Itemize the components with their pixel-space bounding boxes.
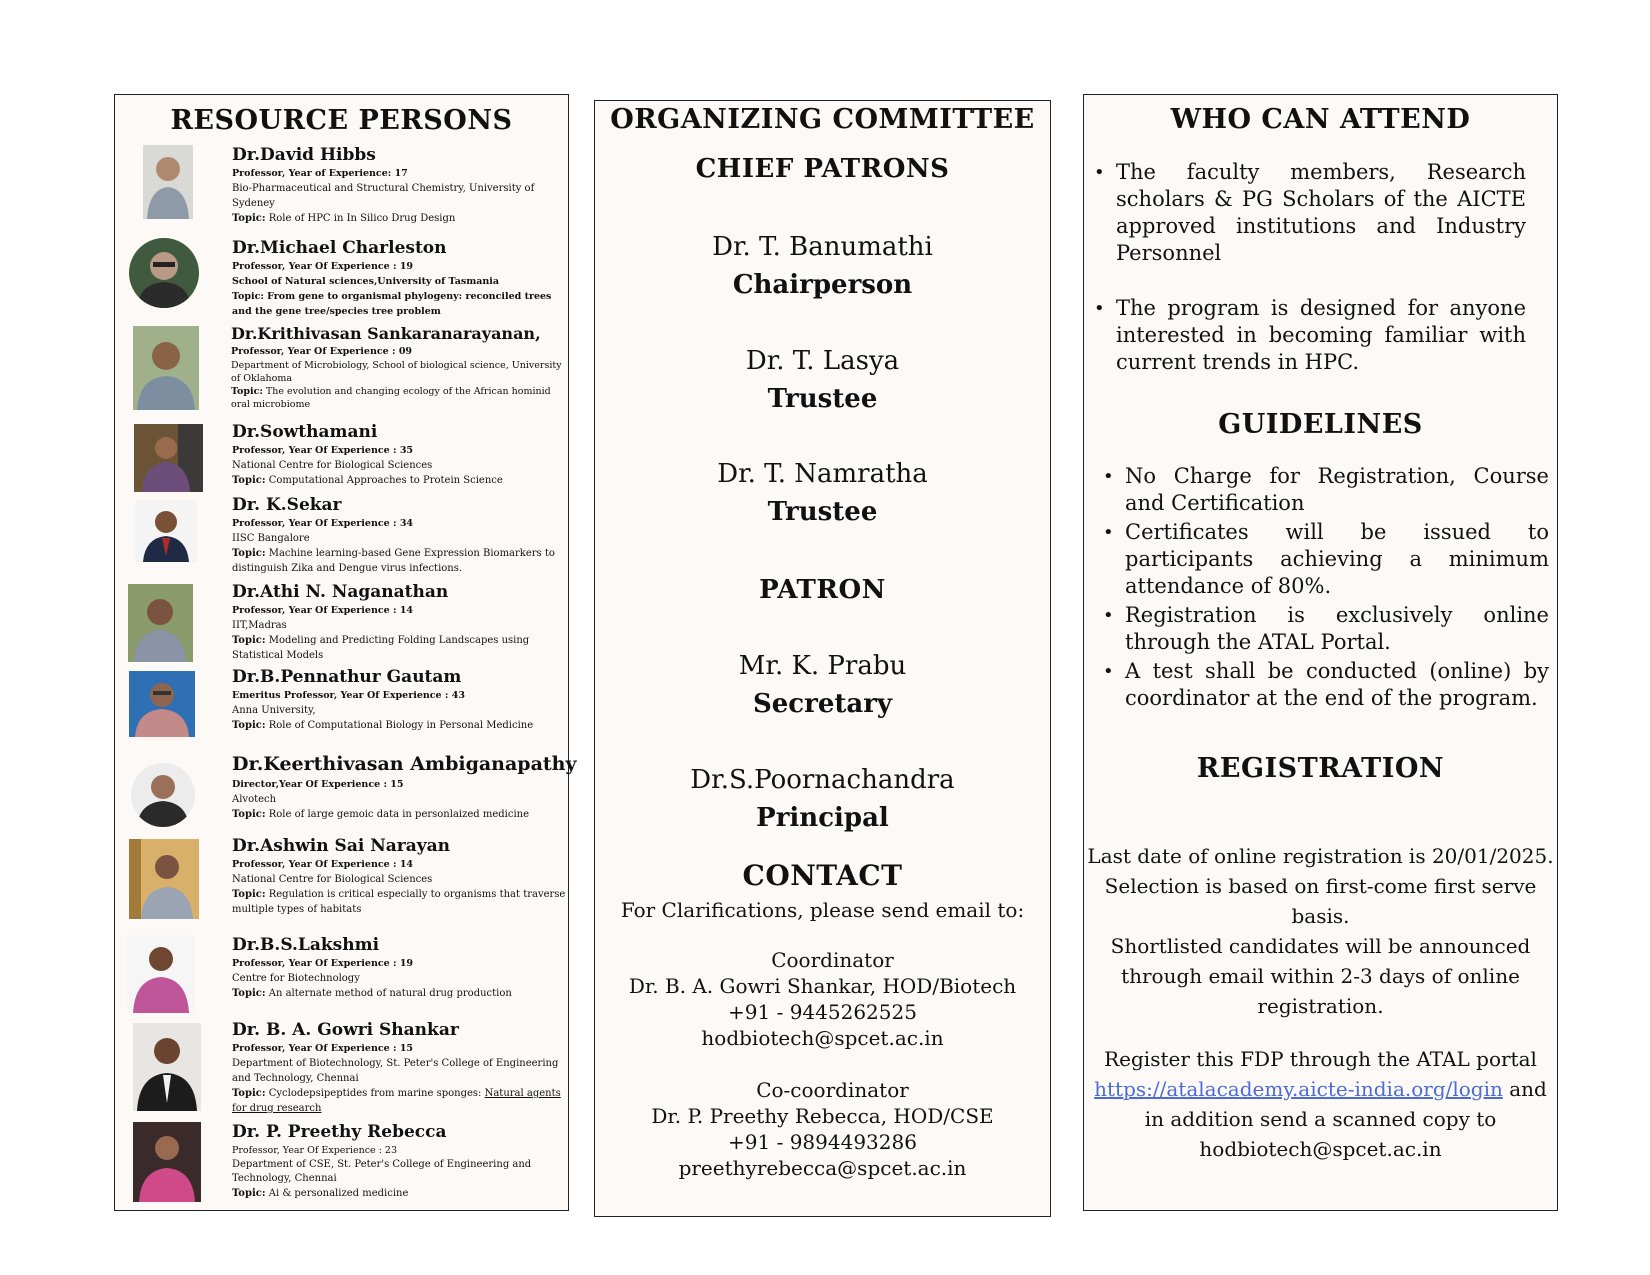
person-photo [143, 145, 193, 219]
person-photo [129, 671, 195, 737]
topic-text: Role of HPC in In Silico Drug Design [265, 213, 456, 224]
co-coordinator-name: Dr. P. Preethy Rebecca, HOD/CSE [651, 1104, 994, 1128]
register-line: Register this FDP through the ATAL portal [1104, 1047, 1537, 1071]
member-role: Trustee [767, 384, 878, 414]
co-coordinator-email[interactable]: preethyrebecca@spcet.ac.in [678, 1156, 967, 1180]
coordinator-phone: +91 - 9445262525 [728, 1000, 917, 1024]
registration-line: registration. [1257, 994, 1384, 1018]
coordinator-label: Coordinator [771, 948, 894, 972]
person-photo [133, 1122, 201, 1202]
guideline-item: • Registration is exclusively online through the ATAL Portal. [1125, 602, 1549, 656]
person-name: Dr. K.Sekar [232, 495, 342, 515]
person-role: Director,Year Of Experience : 15 [232, 779, 404, 790]
member-name: Dr. T. Lasya [745, 346, 900, 376]
person-topic [232, 718, 566, 733]
member-name: Dr. T. Banumathi [712, 232, 933, 262]
member-role: Chairperson [732, 270, 913, 300]
topic-label: Topic: [232, 548, 266, 559]
guideline-item: • A test shall be conducted (online) by coordinator at the end of the program. [1125, 658, 1549, 712]
person-affiliation: Anna University, [232, 705, 316, 716]
registration-line: Last date of online registration is 20/01/2025. [1087, 844, 1554, 868]
guidelines-list [1125, 463, 1549, 712]
after-link-text: and [1502, 1077, 1547, 1101]
person-name: Dr.Ashwin Sai Narayan [232, 836, 450, 856]
person-name: Dr.B.Pennathur Gautam [232, 667, 462, 687]
person-photo [131, 763, 195, 827]
coordinator-email[interactable]: hodbiotech@spcet.ac.in [701, 1026, 944, 1050]
person-role: Professor, Year Of Experience : 09 [231, 346, 413, 357]
person-photo [129, 839, 199, 919]
person-role: Professor, Year Of Experience : 34 [232, 518, 414, 529]
contact-heading: CONTACT [742, 859, 903, 892]
topic-label: Topic: [232, 291, 264, 302]
topic-label: Topic: [232, 889, 266, 900]
co-coordinator-label: Co-coordinator [756, 1078, 909, 1102]
guideline-item: • No Charge for Registration, Course and Certification [1125, 463, 1549, 517]
person-name: Dr.Athi N. Naganathan [232, 582, 449, 602]
person-affiliation: School of Natural sciences,University of Tasmania [232, 276, 500, 287]
person-photo [134, 424, 203, 492]
person-topic [231, 385, 566, 411]
person-photo [133, 326, 199, 410]
person-role: Professor, Year Of Experience : 19 [232, 261, 414, 272]
person-topic [232, 807, 566, 822]
person-affiliation: National Centre for Biological Sciences [232, 460, 433, 471]
member-role: Trustee [767, 497, 878, 527]
person-name: Dr.Sowthamani [232, 422, 378, 442]
person-name: Dr.Keerthivasan Ambiganapathy [232, 753, 577, 775]
topic-text: Modeling and Predicting Folding Landscapes using Statistical Models [232, 635, 530, 661]
person-photo [135, 500, 197, 562]
person-affiliation: Department of CSE, St. Peter's College of Engineering and Technology, Chennai [232, 1159, 532, 1184]
person-topic [232, 211, 566, 226]
person-topic [232, 1086, 566, 1116]
topic-label: Topic: [232, 809, 266, 820]
person-affiliation: Department of Biotechnology, St. Peter's College of Engineering and Technology, Chennai [232, 1058, 559, 1084]
person-name: Dr. B. A. Gowri Shankar [232, 1020, 459, 1040]
topic-text: The evolution and changing ecology of the African hominid oral microbiome [231, 386, 551, 410]
person-role: Professor, Year Of Experience : 35 [232, 445, 414, 456]
person-affiliation: Department of Microbiology, School of biological science, University of Oklahoma [231, 360, 562, 384]
topic-text: Machine learning-based Gene Expression Biomarkers to distinguish Zika and Dengue virus infections. [232, 548, 555, 574]
register-block [1084, 1044, 1557, 1164]
topic-text: Role of large gemoic data in personlaized medicine [265, 809, 530, 820]
person-topic [232, 633, 566, 663]
who-can-attend-heading: WHO CAN ATTEND [1170, 104, 1471, 135]
registration-line: Selection is based on first-come first serve basis. [1104, 874, 1537, 928]
person-photo [129, 238, 199, 308]
person-role: Professor, Year Of Experience : 19 [232, 958, 414, 969]
person-topic [232, 289, 566, 319]
topic-label: Topic: [232, 1088, 266, 1099]
coordinator-name: Dr. B. A. Gowri Shankar, HOD/Biotech [628, 974, 1017, 998]
person-name: Dr.Krithivasan Sankaranarayanan, [231, 324, 541, 343]
person-photo [133, 1023, 201, 1111]
person-photo [127, 935, 195, 1013]
registration-line: through email within 2-3 days of online [1121, 964, 1520, 988]
registration-line: Shortlisted candidates will be announced [1110, 934, 1531, 958]
person-role: Professor, Year of Experience: 17 [232, 168, 408, 179]
topic-label: Topic: [232, 213, 266, 224]
attend-item: • The faculty members, Research scholars & PG Scholars of the AICTE approved institutions and Industry Personnel [1116, 159, 1526, 267]
person-photo [128, 584, 193, 662]
person-affiliation: Bio-Pharmaceutical and Structural Chemistry, University of Sydeney [232, 183, 535, 209]
who-can-attend-panel [1083, 94, 1558, 1211]
organizing-committee-panel [594, 100, 1051, 1217]
topic-label: Topic: [232, 988, 266, 999]
registration-email[interactable]: hodbiotech@spcet.ac.in [1199, 1137, 1442, 1161]
topic-text: Regulation is critical especially to organisms that traverse multiple types of habitats [232, 889, 566, 915]
person-topic [232, 546, 566, 576]
registration-info [1084, 841, 1557, 1021]
topic-text: Computational Approaches to Protein Science [265, 475, 503, 486]
topic-underlined: Natural agents for drug research [232, 1088, 561, 1114]
patron-role: Secretary [752, 689, 893, 719]
attend-list [1116, 159, 1526, 376]
topic-text: From gene to organismal phylogeny: reconciled trees and the gene tree/species tree problem [232, 291, 552, 317]
topic-label: Topic: [231, 386, 263, 397]
co-coordinator-phone: +91 - 9894493286 [728, 1130, 917, 1154]
person-affiliation: Alvotech [232, 794, 277, 805]
organizing-committee-heading: ORGANIZING COMMITTEE [610, 104, 1035, 135]
contact-intro: For Clarifications, please send email to: [620, 898, 1025, 922]
resource-persons-heading: RESOURCE PERSONS [170, 105, 513, 136]
atal-portal-link[interactable]: https://atalacademy.aicte-india.org/login [1094, 1077, 1503, 1101]
resource-persons-panel [114, 94, 577, 1211]
patron-heading: PATRON [759, 575, 886, 605]
person-role: Emeritus Professor, Year Of Experience : 43 [232, 690, 465, 701]
topic-label: Topic: [232, 475, 266, 486]
person-affiliation: IIT,Madras [232, 620, 287, 631]
person-name: Dr. P. Preethy Rebecca [232, 1122, 447, 1142]
member-name: Dr. T. Namratha [717, 459, 928, 489]
patron-role: Principal [756, 803, 889, 833]
person-topic [232, 1186, 566, 1201]
person-role: Professor, Year Of Experience : 14 [232, 605, 414, 616]
person-name: Dr.B.S.Lakshmi [232, 935, 380, 955]
topic-label: Topic: [232, 635, 266, 646]
attend-item: • The program is designed for anyone interested in becoming familiar with current trends in HPC. [1116, 295, 1526, 376]
person-affiliation: Centre for Biotechnology [232, 973, 360, 984]
registration-heading: REGISTRATION [1196, 753, 1445, 784]
topic-text: An alternate method of natural drug production [265, 988, 512, 999]
person-name: Dr.David Hibbs [232, 145, 376, 165]
person-role: Professor, Year Of Experience : 15 [232, 1043, 414, 1054]
register-link-line [1084, 1074, 1557, 1104]
person-topic [232, 986, 566, 1001]
person-topic [232, 473, 566, 488]
guideline-item: • Certificates will be issued to participants achieving a minimum attendance of 80%. [1125, 519, 1549, 600]
patron-name: Mr. K. Prabu [738, 651, 907, 681]
person-role: Professor, Year Of Experience : 23 [232, 1145, 398, 1156]
person-topic [232, 887, 566, 917]
person-role: Professor, Year Of Experience : 14 [232, 859, 414, 870]
chief-patrons-heading: CHIEF PATRONS [695, 154, 950, 184]
person-affiliation: IISC Bangalore [232, 533, 310, 544]
copy-line: in addition send a scanned copy to [1144, 1107, 1497, 1131]
topic-text: Cyclodepsipeptides from marine sponges: [265, 1088, 485, 1099]
guidelines-heading: GUIDELINES [1218, 409, 1423, 440]
person-affiliation: National Centre for Biological Sciences [232, 874, 433, 885]
topic-label: Topic: [232, 1188, 266, 1199]
person-name: Dr.Michael Charleston [232, 238, 447, 258]
topic-text: Role of Computational Biology in Personal Medicine [265, 720, 534, 731]
topic-label: Topic: [232, 720, 266, 731]
patron-name: Dr.S.Poornachandra [690, 765, 955, 795]
topic-text: Ai & personalized medicine [265, 1188, 409, 1199]
